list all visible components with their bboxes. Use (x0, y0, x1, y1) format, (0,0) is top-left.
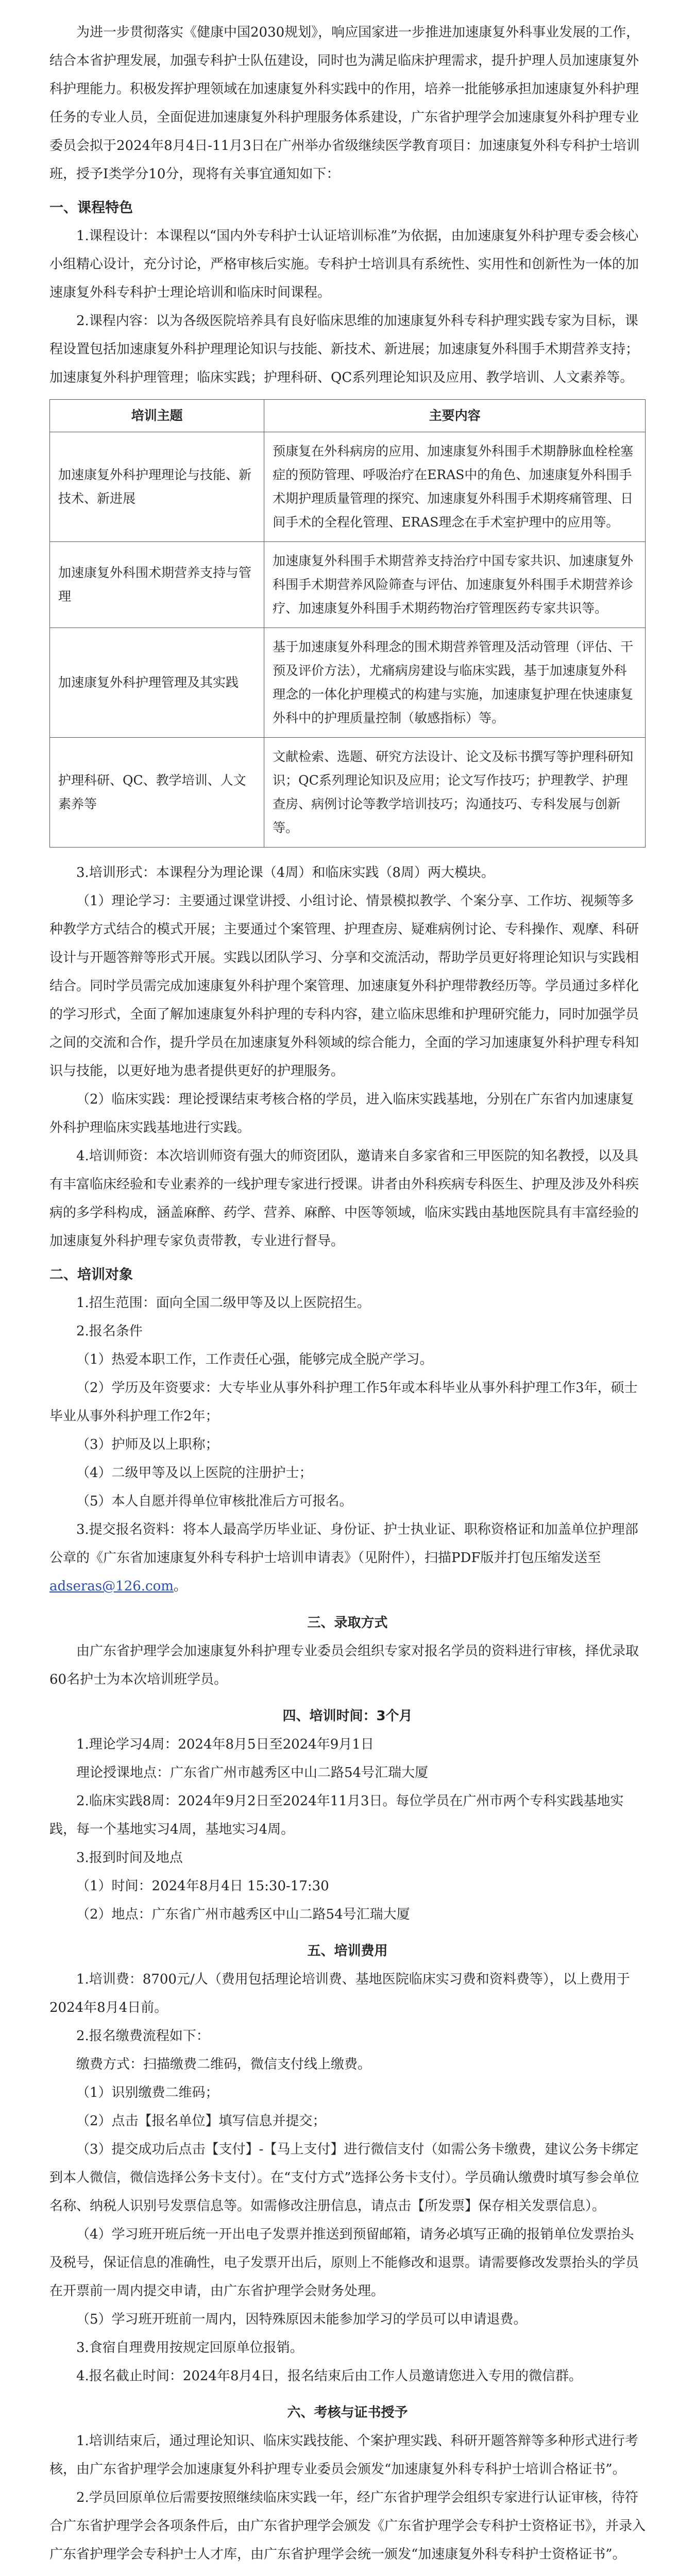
section-6-p2: 2.学员回原单位后需要按照继续临床实践一年，经广东省护理学会组织专家进行认证审核，待符合广东省护理学会各项条件后，由广东省护理学会颁发《广东省护理学会专科护士资格证书》，并录入广东省护理学会专科护士人才库，由广东省护理学会统一颁发“加速康复外科专科护士资格证书”。 (49, 2490, 646, 2562)
section-2-c2: （2）学历及年资要求：大专毕业从事外科护理工作5年或本科毕业从事外科护理工作3年，硕士毕业从事外科护理工作2年； (49, 1380, 638, 1424)
section-3-title: 三、录取方式 (307, 1615, 388, 1631)
section-2-c1: （1）热爱本职工作，工作责任心强，能够完成全脱产学习。 (76, 1352, 433, 1367)
section-2-p2: 2.报名条件 (76, 1324, 143, 1339)
section-5-p2: 2.报名缴费流程如下： (76, 2028, 210, 2044)
section-2-c5: （5）本人自愿并得单位审核批准后方可报名。 (76, 1494, 353, 1509)
table-cell-content: 预康复在外科病房的应用、加速康复外科围手术期静脉血栓栓塞症的预防管理、呼吸治疗在ERAS中的角色、加速康复外科围手术期护理质量管理的探究、加速康复外科围手术期疼痛管理、日间手术的全程化管理、ERAS理念在手术室护理中的应用等。 (264, 432, 646, 542)
section-4-p1: 1.理论学习4周：2024年8月5日至2024年9月1日 (76, 1737, 374, 1752)
section-5-p1: 1.培训费：8700元/人（费用包括理论培训费、基地医院临床实习费和资料费等），以上费用于2024年8月4日前。 (49, 1972, 630, 2015)
table-cell-topic: 加速康复外科护理理论与技能、新技术、新进展 (50, 432, 264, 542)
section-5-c3: （3）提交成功后点击【支付】-【马上支付】进行微信支付（如需公务卡缴费，建议公务卡绑定到本人微信，微信选择公务卡支付）。在“支付方式”选择公务卡支付）。学员确认缴费时填写参会单位名称、纳税人识别号发票信息等。如需修改注册信息，请点击【所发票】保存相关发票信息）。 (49, 2142, 639, 2214)
course-table (49, 399, 646, 848)
section-2-c3: （3）护师及以上职称； (76, 1437, 219, 1452)
course-table-head-topic: 培训主题 (50, 400, 264, 432)
section-5-c2: （2）点击【报名单位】填写信息并提交； (76, 2113, 326, 2129)
section-4-p3: 3.报到时间及地点 (76, 1850, 183, 1866)
section-6-title: 六、考核与证书授予 (287, 2405, 408, 2420)
section-1-p2: 2.课程内容：以为各级医院培养具有良好临床思维的加速康复外科专科护理实践专家为目标，课程设置包括加速康复外科护理理论知识与技能、新技术、新进展；加速康复外科围手术期营养支持；加速康复外科护理管理；临床实践；护理科研、QC系列理论知识及应用、教学培训、人文素养等。 (49, 313, 639, 385)
section-5-c1: （1）识别缴费二维码； (76, 2085, 219, 2100)
section-5-c4: （4）学习班开班后统一开出电子发票并推送到预留邮箱，请务必填写正确的报销单位发票抬头及税号，保证信息的准确性，电子发票开出后，原则上不能修改和退票。请需要修改发票抬头的学员在开票前一周内提交申请，由广东省护理学会财务处理。 (49, 2227, 639, 2299)
email-link[interactable]: adseras@126.com (49, 1579, 174, 1594)
section-5-p4: 4.报名截止时间：2024年8月4日，报名结束后由工作人员邀请您进入专用的微信群。 (76, 2368, 583, 2384)
table-cell-content: 基于加速康复外科理念的围术期营养管理及活动管理（评估、干预及评价方法），尤痛病房建设与临床实践，基于加速康复外科理念的一体化护理模式的构建与实施，加速康复护理在快速康复外科中的护理质量控制（敏感指标）等。 (264, 628, 646, 738)
section-1-p3a: （1）理论学习：主要通过课堂讲授、小组讨论、情景模拟教学、个案分享、工作坊、视频等多种教学方式结合的模式开展；主要通过个案管理、护理查房、疑难病例讨论、专科操作、观摩、科研设计与开题答辩等形式开展。实践以团队学习、分享和交流活动，帮助学员更好将理论知识与实践相结合。同时学员需完成加速康复外科护理个案管理、加速康复外科护理带教经历等。学员通过多样化的学习形式，全面了解加速康复外科护理的专科内容，建立临床思维和护理研究能力，同时加强学员之间的交流和合作，提升学员在加速康复外科领域的综合能力，全面的学习加速康复外科护理专科知识与技能，以更好地为患者提供更好的护理服务。 (49, 893, 639, 1079)
section-4-c1: （1）时间：2024年8月4日 15:30-17:30 (76, 1878, 329, 1894)
section-2-title: 二、培训对象 (49, 1267, 133, 1283)
section-2-p3-end: 。 (173, 1579, 187, 1594)
table-cell-topic: 加速康复外科护理管理及其实践 (50, 628, 264, 738)
section-1-p3: 3.培训形式：本课程分为理论课（4周）和临床实践（8周）两大模块。 (76, 865, 495, 880)
section-1-p3b: （2）临床实践：理论授课结束考核合格的学员，进入临床实践基地，分别在广东省内加速康复外科护理临床实践基地进行实践。 (49, 1092, 634, 1136)
section-5-title: 五、培训费用 (307, 1943, 388, 1959)
intro-paragraph: 为进一步贯彻落实《健康中国2030规划》，响应国家进一步推进加速康复外科事业发展的工作，结合本省护理发展，加强专科护士队伍建设，同时也为满足临床护理需求，提升护理人员加速康复外科护理能力。积极发挥护理领域在加速康复外科实践中的作用，培养一批能够承担加速康复外科护理任务的专业人员，全面促进加速康复外科护理服务体系建设，广东省护理学会加速康复外科护理专业委员会拟于2024年8月4日-11月3日在广州举办省级继续医学教育项目：加速康复外科专科护士培训班，授予Ⅰ类学分10分，现将有关事宜通知如下： (49, 25, 640, 182)
section-5-p3: 3.食宿自理费用按规定回原单位报销。 (76, 2340, 303, 2355)
table-row (50, 738, 646, 848)
section-5-c5: （5）学习班开班前一周内，因特殊原因未能参加学习的学员可以申请退费。 (76, 2312, 527, 2327)
course-table-header (50, 400, 646, 432)
section-2-c4: （4）二级甲等及以上医院的注册护士； (76, 1465, 313, 1481)
table-cell-topic: 加速康复外科围术期营养支持与管理 (50, 542, 264, 628)
table-row (50, 628, 646, 738)
section-4-c2: （2）地点：广东省广州市越秀区中山二路54号汇瑞大厦 (76, 1907, 410, 1922)
section-1-title: 一、课程特色 (49, 200, 133, 216)
section-4-title: 四、培训时间：3个月 (282, 1708, 413, 1724)
section-1-p4: 4.培训师资：本次培训师资有强大的师资团队，邀请来自多家省和三甲医院的知名教授，以及具有丰富临床经验和专业素养的一线护理专家进行授课。讲者由外科疾病专科医生、护理及涉及外科疾病的多学科构成，涵盖麻醉、药学、营养、麻醉、中医等领域，临床实践由基地医院具有丰富经验的加速康复外科护理专家负责带教，专业进行督导。 (49, 1148, 639, 1249)
table-cell-content: 加速康复外科围手术期营养支持治疗中国专家共识、加速康复外科围手术期营养风险筛查与评估、加速康复外科围手术期营养诊疗、加速康复外科围手术期药物治疗管理医药专家共识等。 (264, 542, 646, 628)
section-1-p1: 1.课程设计：本课程以“国内外专科护士认证培训标准”为依据，由加速康复外科护理专委会核心小组精心设计，充分讨论，严格审核后实施。专科护士培训具有系统性、实用性和创新性为一体的加速康复外科专科护士理论培训和临床时间课程。 (49, 228, 639, 300)
section-2-p3-text: 3.提交报名资料：将本人最高学历毕业证、身份证、护士执业证、职称资格证和加盖单位护理部公章的《广东省加速康复外科专科护士培训申请表》（见附件），扫描PDF版并打包压缩发送至 (49, 1522, 638, 1566)
table-cell-topic: 护理科研、QC、教学培训、人文素养等 (50, 738, 264, 848)
section-6-p1: 1.培训结束后，通过理论知识、临床实践技能、个案护理实践、科研开题答辩等多种形式进行考核，由广东省护理学会加速康复外科护理专业委员会颁发“加速康复外科专科护士培训合格证书”。 (49, 2433, 638, 2477)
section-4-p2: 2.临床实践8周：2024年9月2日至2024年11月3日。每位学员在广州市两个专科实践基地实践，每一个基地实习4周，基地实习4周。 (49, 1793, 624, 1837)
table-cell-content: 文献检索、选题、研究方法设计、论文及标书撰写等护理科研知识；QC系列理论知识及应用；论文写作技巧；护理教学、护理查房、病例讨论等教学培训技巧；沟通技巧、专科发展与创新等。 (264, 738, 646, 848)
section-5-p2a: 缴费方式：扫描缴费二维码，微信支付线上缴费。 (76, 2057, 371, 2072)
table-row (50, 432, 646, 542)
section-3-p1: 由广东省护理学会加速康复外科护理专业委员会组织专家对报名学员的资料进行审核，择优录取60名护士为本次培训班学员。 (49, 1643, 639, 1687)
course-table-head-content: 主要内容 (264, 400, 646, 432)
section-2-p1: 1.招生范围：面向全国二级甲等及以上医院招生。 (76, 1295, 370, 1311)
section-4-p1b: 理论授课地点：广东省广州市越秀区中山二路54号汇瑞大厦 (76, 1765, 429, 1781)
section-2-p3 (49, 1516, 646, 1601)
table-row (50, 542, 646, 628)
